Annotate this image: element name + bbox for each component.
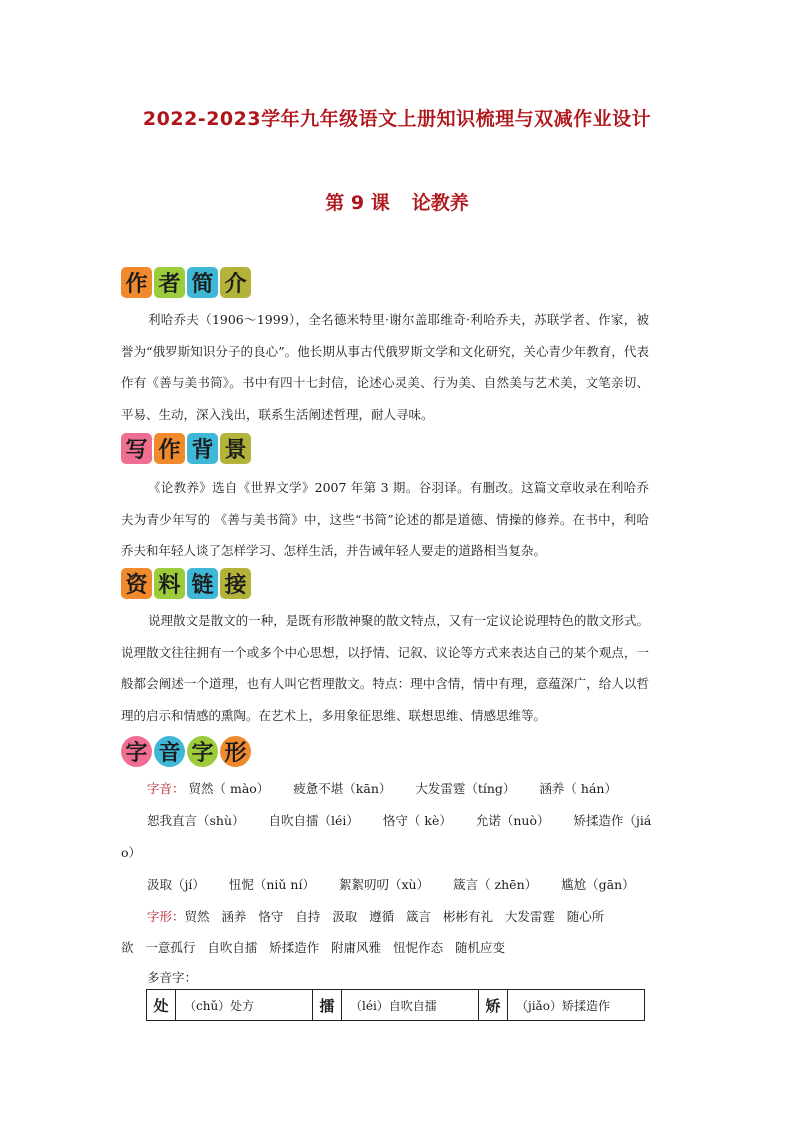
author-intro-text: 利哈乔夫（1906～1999），全名德米特里·谢尔盖耶维奇·利哈乔夫，苏联学者、作家，被誉为“俄罗斯知识分子的良心”。他长期从事古代俄罗斯文学和文化研究，关心青少年教育，代表作有《善与美书简》。书中有四十七封信，论述心灵美、行为美、自然美与艺术美，文笔亲切、平易、生动，深入浅出，联系生活阐述哲理，耐人寻味。 bbox=[121, 312, 649, 422]
materials-section-banner bbox=[121, 568, 253, 602]
polyphone-table bbox=[146, 989, 645, 1021]
lesson-name: 论教养 bbox=[411, 192, 469, 214]
banner-char: 介 bbox=[220, 267, 251, 298]
banner-char: 作 bbox=[154, 433, 185, 464]
form-label: 字形： bbox=[147, 909, 185, 924]
polyphone-value: （chǔ）处方 bbox=[176, 990, 313, 1021]
banner-char: 字 bbox=[121, 736, 152, 767]
pronunciation-item: 汲取（jí） bbox=[147, 877, 205, 892]
banner-char: 写 bbox=[121, 433, 152, 464]
polyphone-char: 擂 bbox=[313, 990, 342, 1021]
pronunciation-item: 忸怩（niǔ ní） bbox=[228, 877, 315, 892]
pronunciation-row-wrap: o） bbox=[121, 845, 142, 860]
banner-char: 字 bbox=[187, 736, 218, 767]
pronunciation-item: 允诺（nuò） bbox=[475, 813, 550, 828]
banner-char: 料 bbox=[154, 568, 185, 599]
characters-section-banner bbox=[121, 736, 253, 770]
polyphone-value: （léi）自吹自擂 bbox=[342, 990, 479, 1021]
lesson-number: 第 9 课 bbox=[325, 192, 390, 214]
banner-char: 者 bbox=[154, 267, 185, 298]
author-section-banner bbox=[121, 267, 253, 301]
pronunciation-row bbox=[147, 875, 655, 893]
document-title: 2022-2023学年九年级语文上册知识梳理与双减作业设计 bbox=[142, 108, 652, 130]
banner-char: 接 bbox=[220, 568, 251, 599]
lesson-title bbox=[0, 188, 794, 215]
table-row bbox=[147, 990, 645, 1021]
polyphone-char: 矫 bbox=[479, 990, 508, 1021]
pronunciation-item: 恕我直言（shù） bbox=[147, 813, 245, 828]
pronunciation-item: 箴言（ zhēn） bbox=[453, 877, 538, 892]
background-section-banner bbox=[121, 433, 253, 467]
banner-char: 简 bbox=[187, 267, 218, 298]
banner-char: 作 bbox=[121, 267, 152, 298]
pronunciation-item: 自吹自擂（léi） bbox=[268, 813, 359, 828]
banner-char: 景 bbox=[220, 433, 251, 464]
form-row bbox=[147, 907, 604, 925]
pronunciation-row bbox=[147, 779, 637, 797]
background-text: 《论教养》选自《世界文学》2007 年第 3 期。谷羽译。有删改。这篇文章收录在利哈乔夫为青少年写的 《善与美书简》中，这些“书简”论述的都是道德、情操的修养。在书中，利哈乔夫和年轻人谈了怎样学习、怎样生活，并告诫年轻人要走的道路相当复杂。 bbox=[121, 480, 649, 559]
pronunciation-item: 絮絮叨叨（xù） bbox=[338, 877, 430, 892]
pronunciation-item: 贸然（ mào） bbox=[188, 781, 270, 796]
banner-char: 形 bbox=[220, 736, 251, 767]
pronunciation-label: 字音： bbox=[147, 781, 185, 796]
pronunciation-item: 恪守（ kè） bbox=[382, 813, 452, 828]
banner-char: 链 bbox=[187, 568, 218, 599]
polyphone-label: 多音字： bbox=[147, 970, 198, 985]
pronunciation-row bbox=[147, 811, 651, 829]
form-row-wrap: 欲 一意孤行 自吹自擂 矫揉造作 附庸风雅 忸怩作态 随机应变 bbox=[121, 940, 506, 955]
pronunciation-item: 大发雷霆（tíng） bbox=[415, 781, 516, 796]
form-words: 贸然 涵养 恪守 自持 汲取 遵循 箴言 彬彬有礼 大发雷霆 随心所 bbox=[184, 909, 605, 924]
pronunciation-item: 疲惫不堪（kān） bbox=[293, 781, 392, 796]
banner-char: 音 bbox=[154, 736, 185, 767]
polyphone-char: 处 bbox=[147, 990, 176, 1021]
materials-text: 说理散文是散文的一种，是既有形散神聚的散文特点，又有一定议论说理特色的散文形式。说理散文往往拥有一个或多个中心思想，以抒情、记叙、议论等方式来表达自己的某个观点，一般都会阐述一个道理，也有人叫它哲理散文。特点：理中含情，情中有理，意蕴深广，给人以哲理的启示和情感的熏陶。在艺术上，多用象征思维、联想思维、情感思维等。 bbox=[121, 613, 649, 723]
banner-char: 背 bbox=[187, 433, 218, 464]
pronunciation-item: 涵养（ hán） bbox=[539, 781, 617, 796]
pronunciation-item: 尴尬（gān） bbox=[561, 877, 635, 892]
polyphone-value: （jiǎo）矫揉造作 bbox=[508, 990, 645, 1021]
pronunciation-item: 矫揉造作（jiá bbox=[573, 813, 652, 828]
banner-char: 资 bbox=[121, 568, 152, 599]
